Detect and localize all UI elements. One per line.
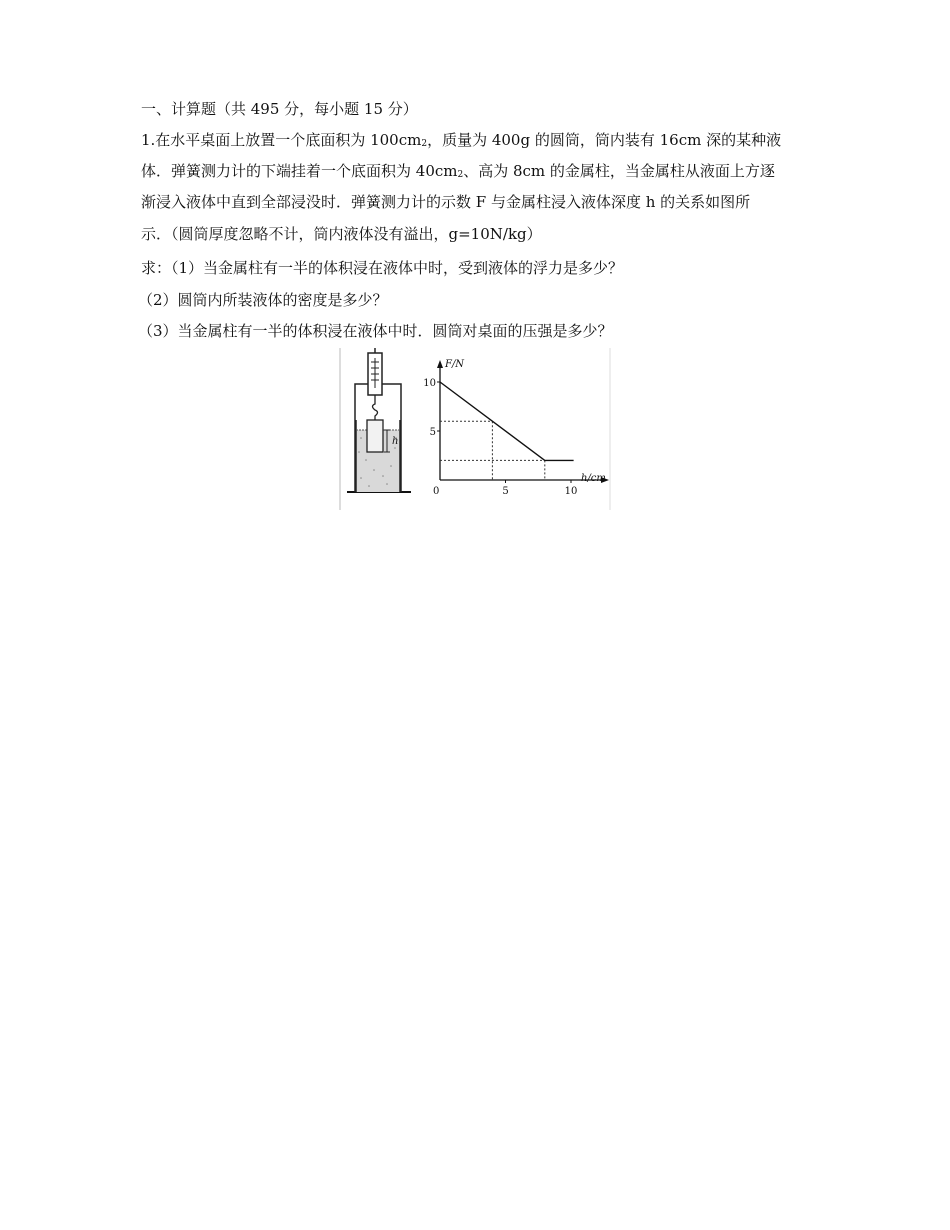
hook bbox=[373, 395, 378, 420]
area-unit-superscript: 2 bbox=[457, 170, 464, 180]
problem-line-2-b: 、高为 8cm 的金属柱，当金属柱从液面上方逐 bbox=[463, 162, 775, 180]
x-tick-label-1: 10 bbox=[564, 486, 578, 497]
problem-line-3: 渐浸入液体中直到全部浸没时．弹簧测力计的示数 F 与金属柱浸入液体深度 h 的关系如图所 bbox=[141, 193, 751, 211]
question-1: 求：（1）当金属柱有一半的体积浸在液体中时，受到液体的浮力是多少？ bbox=[141, 259, 624, 277]
y-axis-arrow bbox=[437, 360, 443, 368]
problem-line-1-b: ，质量为 400g 的圆筒，筒内装有 16cm 深的某种液 bbox=[427, 131, 782, 149]
origin-label: 0 bbox=[433, 486, 440, 497]
y-tick-label-1: 10 bbox=[423, 378, 436, 389]
x-axis-label: h/cm bbox=[581, 473, 606, 484]
question-3: （3）当金属柱有一半的体积浸在液体中时．圆筒对桌面的压强是多少？ bbox=[138, 322, 613, 340]
problem-line-1 bbox=[141, 129, 781, 155]
y-axis-label: F/N bbox=[445, 359, 465, 370]
force-depth-graph bbox=[423, 359, 609, 497]
problem-line-4: 示．（圆筒厚度忽略不计，筒内液体没有溢出，g=10N/kg） bbox=[141, 225, 542, 243]
problem-line-2-a: 体．弹簧测力计的下端挂着一个底面积为 40cm bbox=[141, 162, 458, 180]
question-2: （2）圆筒内所装液体的密度是多少？ bbox=[138, 291, 388, 309]
problem-figure bbox=[339, 348, 611, 510]
depth-h-label: h bbox=[392, 436, 399, 447]
apparatus-diagram bbox=[347, 348, 411, 492]
area-unit-superscript: 2 bbox=[421, 139, 428, 149]
metal-cylinder bbox=[367, 420, 383, 452]
figure-svg bbox=[339, 348, 611, 510]
x-tick-label-0: 5 bbox=[502, 486, 509, 497]
problem-line-2 bbox=[141, 160, 775, 186]
y-tick-label-0: 5 bbox=[429, 427, 436, 438]
section-title: 一、计算题（共 495 分，每小题 15 分） bbox=[141, 100, 418, 118]
problem-line-1-a: 1.在水平桌面上放置一个底面积为 100cm bbox=[141, 131, 422, 149]
